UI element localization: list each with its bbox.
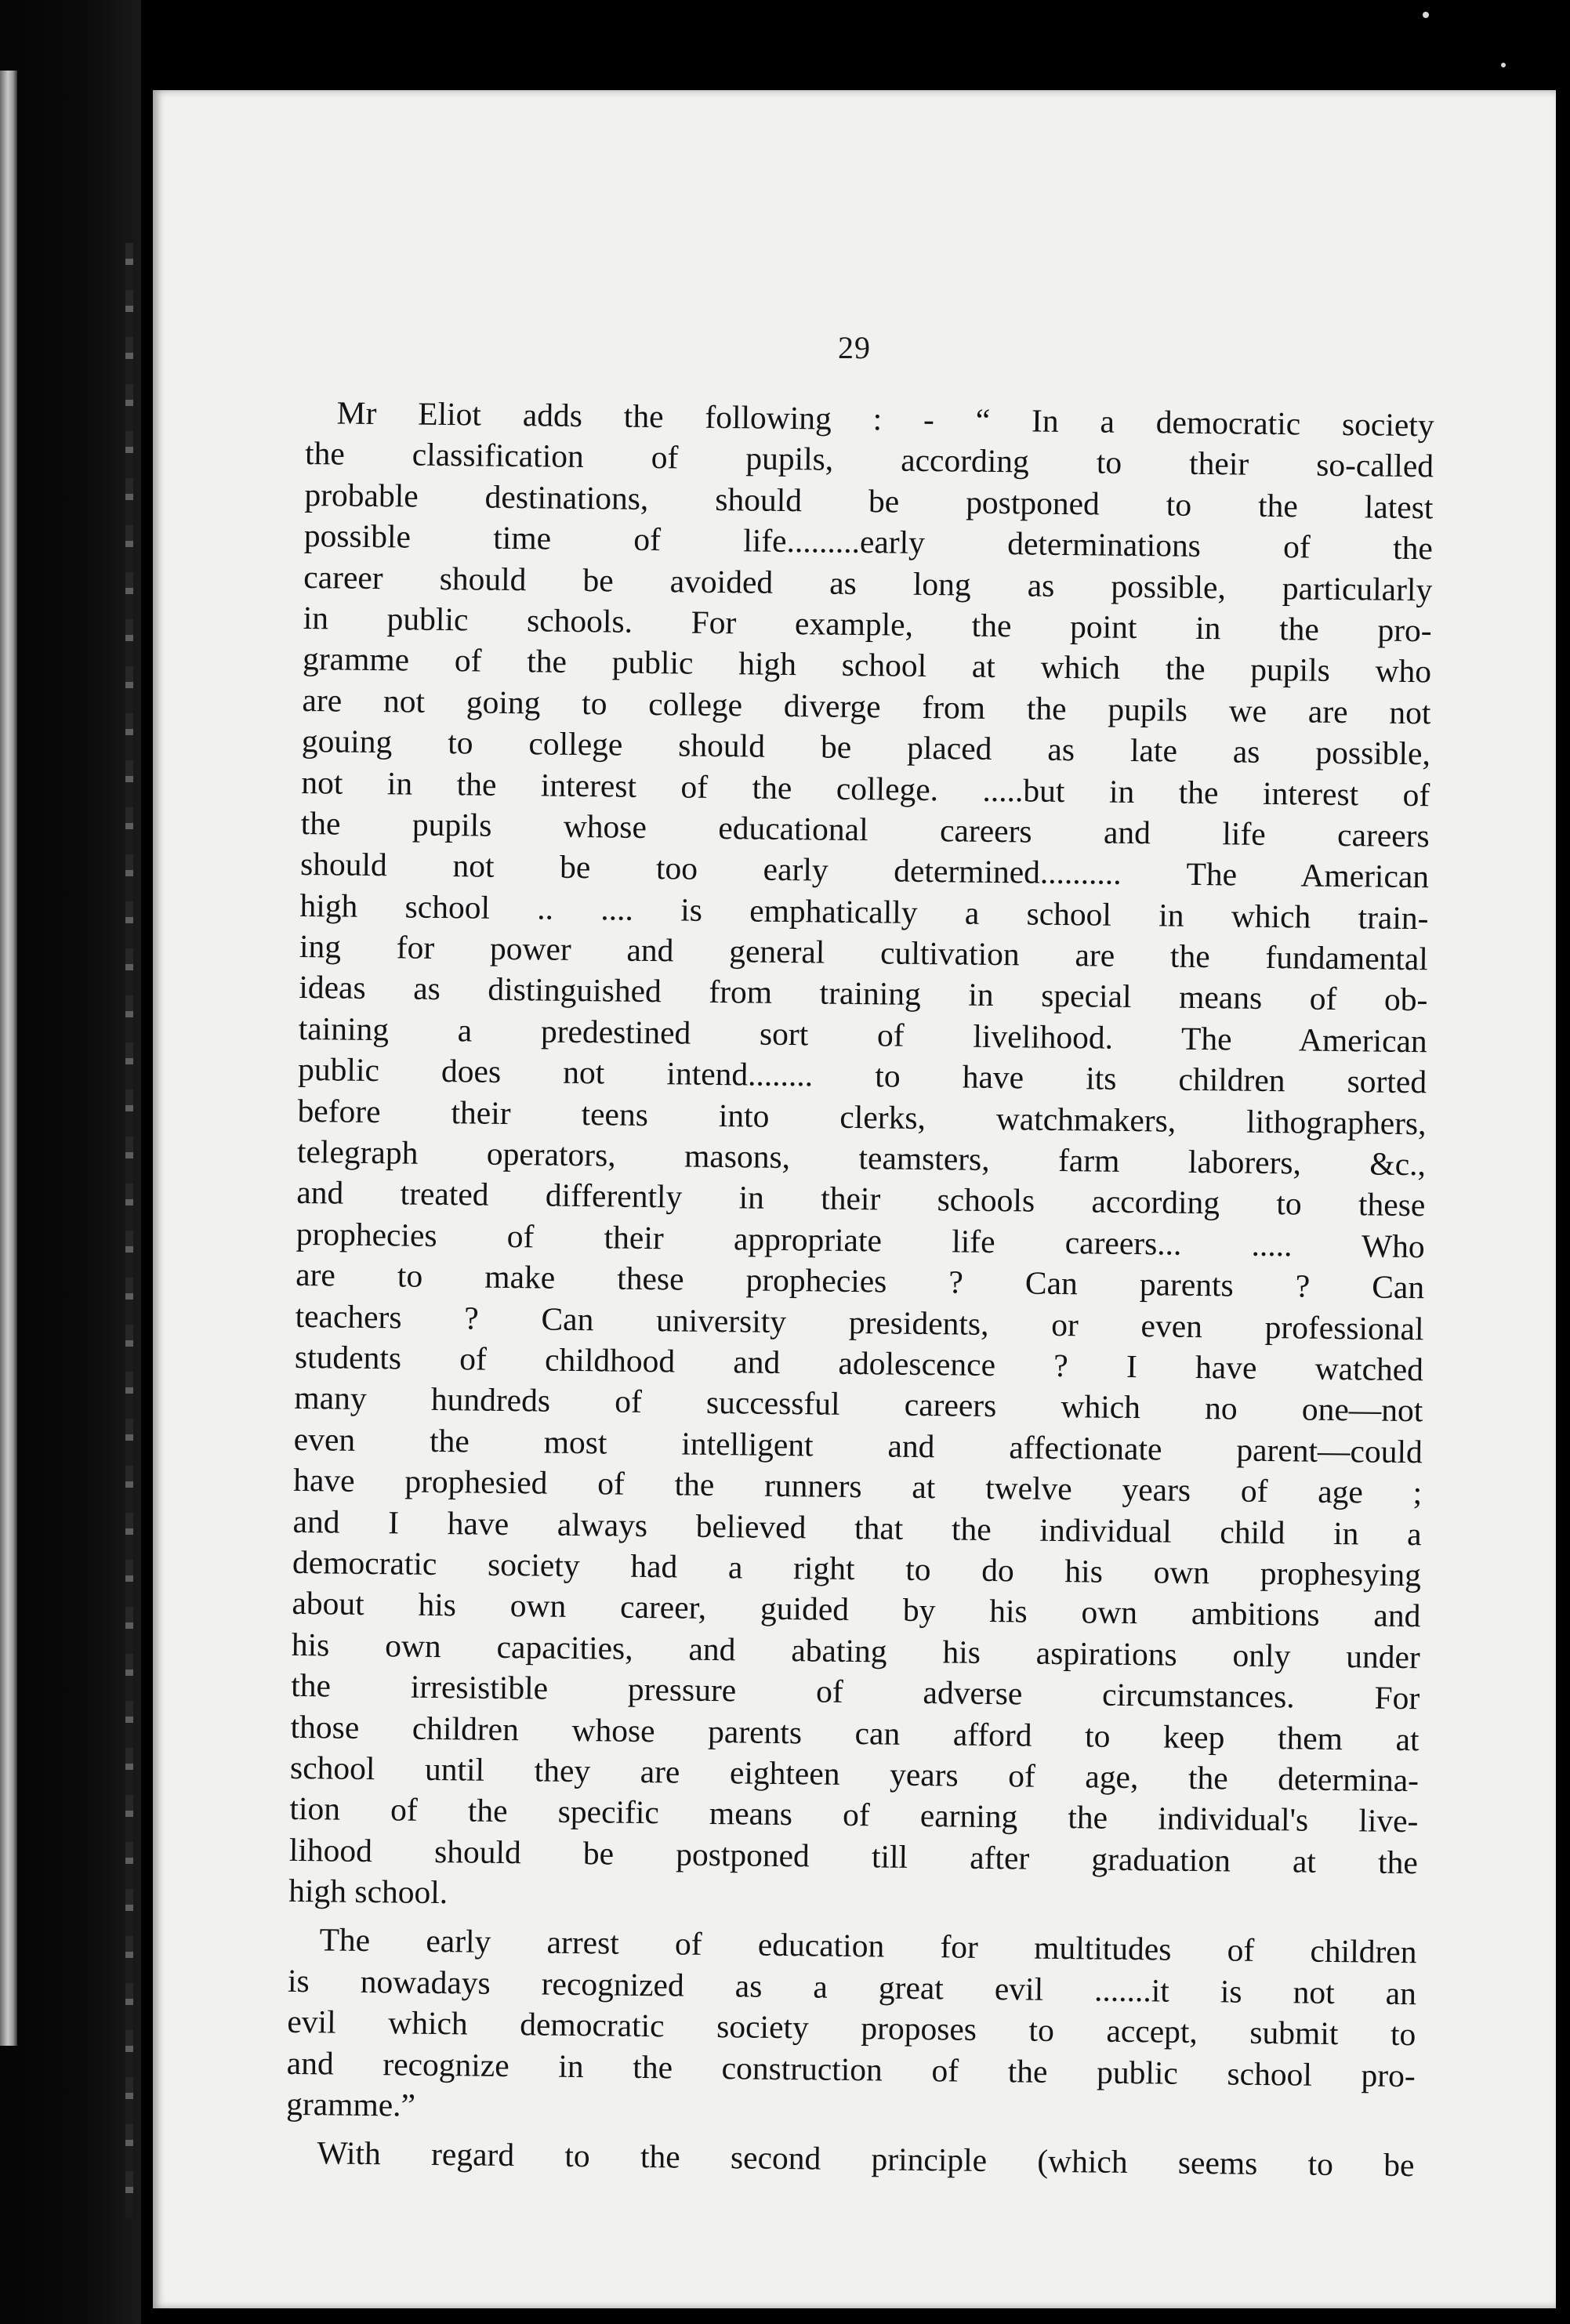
text-line: Mr Eliot adds the following : - “ In a democratic society — [336, 394, 1434, 444]
text-line: have prophesied of the runners at twelve years of age ; — [292, 1462, 1423, 1511]
paragraph-early-arrest — [286, 1919, 1417, 2137]
scan-border-left — [0, 0, 141, 2324]
text-line: the irresistible pressure of adverse circumstances. For — [291, 1667, 1420, 1717]
text-line: gramme.” — [285, 2085, 416, 2123]
text-line: even the most intelligent and affectionate parent—could — [293, 1420, 1423, 1470]
book-page — [153, 90, 1556, 2308]
text-line: before their teens into clerks, watchmakers, lithographers, — [297, 1092, 1427, 1141]
text-line: many hundreds of successful careers which no one—not — [294, 1380, 1423, 1429]
text-line: is nowadays recognized as a great evil .......it is not an — [287, 1962, 1417, 2012]
text-line: high school .. .... is emphatically a school in which train- — [299, 886, 1429, 936]
text-line: lihood should be postponed till after graduation at the — [288, 1831, 1419, 1880]
text-line: public does not intend........ to have its children sorted — [297, 1051, 1427, 1100]
text-line: ing for power and general cultivation are the fundamental — [299, 928, 1429, 977]
page-body-text — [285, 392, 1434, 2186]
page-number: 29 — [838, 330, 871, 365]
text-line: prophecies of their appropriate life careers... ..... Who — [296, 1215, 1425, 1265]
text-line: probable destinations, should be postponed to the latest — [304, 476, 1434, 526]
text-line: and I have always believed that the individual child in a — [292, 1503, 1422, 1552]
scan-edge-strip — [0, 71, 17, 2046]
text-line: The early arrest of education for multitudes of children — [319, 1921, 1417, 1971]
text-line: and treated differently in their schools according to these — [296, 1174, 1426, 1224]
text-line: are not going to college diverge from the pupils we are not — [302, 681, 1431, 731]
dust-speck — [1423, 12, 1429, 18]
text-line: evil which democratic society proposes to accept, submit to — [287, 2003, 1416, 2053]
text-line: should not be too early determined.......... The American — [299, 846, 1430, 895]
text-line: school until they are eighteen years of age, the determina- — [289, 1749, 1420, 1799]
text-line: those children whose parents can afford to keep them at — [290, 1708, 1420, 1757]
text-line: and recognize in the construction of the public school pro- — [286, 2044, 1416, 2094]
text-line: gramme of the public high school at which the pupils who — [302, 640, 1432, 690]
text-line: about his own career, guided by his own ambitions and — [292, 1585, 1421, 1634]
text-line: are to make these prophecies ? Can parents ? Can — [295, 1256, 1425, 1306]
text-line: tion of the specific means of earning the individual's live- — [289, 1790, 1419, 1840]
text-line: students of childhood and adolescence ? I have watched — [294, 1338, 1424, 1388]
text-line: not in the interest of the college. .....but in the interest of — [301, 763, 1430, 813]
dust-speck — [1501, 63, 1506, 67]
text-line: ideas as distinguished from training in special means of ob- — [299, 969, 1428, 1018]
text-line: teachers ? Can university presidents, or even professional — [295, 1297, 1424, 1347]
text-line: the pupils whose educational careers and life careers — [300, 804, 1430, 854]
text-line: telegraph operators, masons, teamsters, farm laborers, &c., — [296, 1133, 1427, 1183]
text-line: in public schools. For example, the point in the pro- — [303, 599, 1432, 649]
book-spine-shadow — [125, 243, 133, 2218]
paragraph-eliot-quote — [288, 392, 1434, 1924]
text-line: With regard to the second principle (which seems to be — [317, 2134, 1415, 2184]
text-line: gouing to college should be placed as late as possible, — [301, 723, 1431, 772]
text-line: career should be avoided as long as possible, particularly — [303, 558, 1433, 607]
text-line: his own capacities, and abating his aspirations only under — [291, 1626, 1421, 1675]
text-line: possible time of life.........early determinations of the — [303, 517, 1434, 567]
text-line: democratic society had a right to do his own prophesying — [292, 1543, 1422, 1593]
text-line: high school. — [288, 1872, 448, 1911]
text-line: the classification of pupils, according to their so-called — [304, 435, 1434, 484]
text-line: taining a predestined sort of livelihood. The American — [298, 1010, 1427, 1060]
